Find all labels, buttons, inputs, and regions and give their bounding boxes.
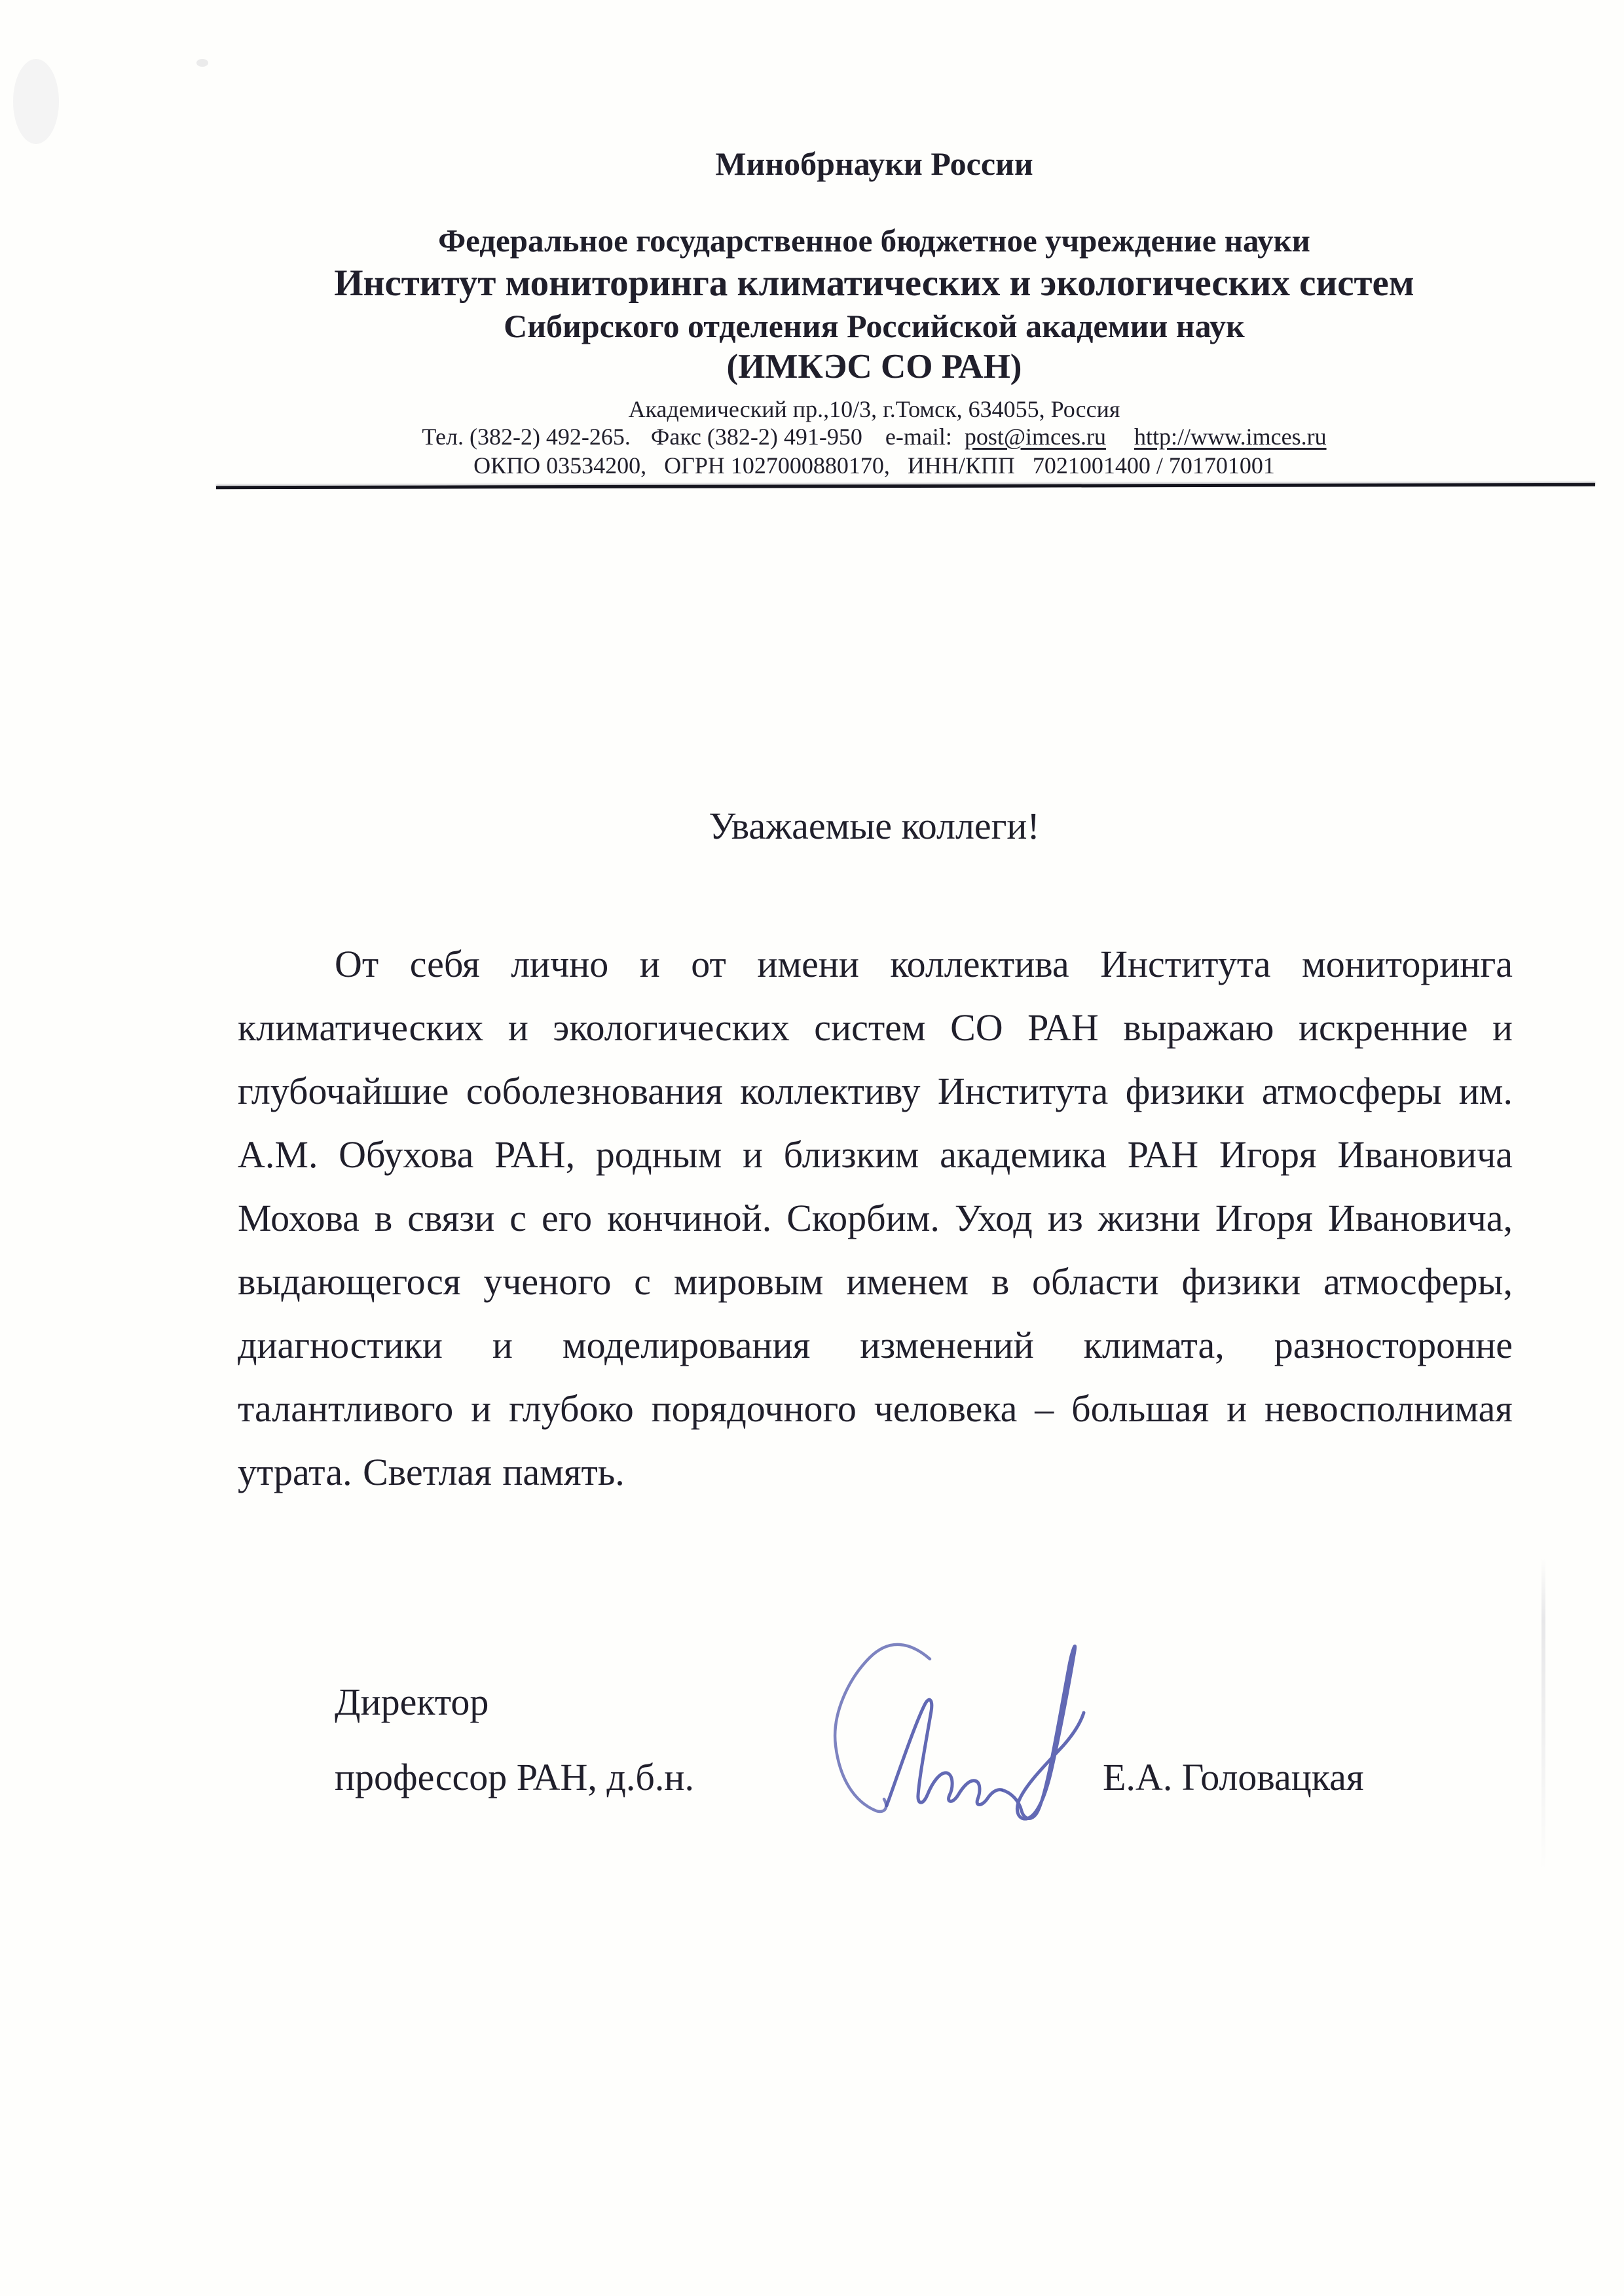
institute-name: Институт мониторинга климатических и экологических систем	[334, 263, 1414, 304]
branch-name: Сибирского отделения Российской академии наук	[504, 308, 1245, 344]
body-line: диагностики и моделирования изменений климата, разносторонне	[238, 1324, 1513, 1366]
body-line: глубочайшие соболезнования коллективу Института физики атмосферы им.	[238, 1070, 1513, 1112]
letter-body	[238, 932, 1513, 1504]
postal-address: Академический пр.,10/3, г.Томск, 634055, Россия	[628, 396, 1120, 422]
org-type-line: Федеральное государственное бюджетное учреждение науки	[438, 223, 1310, 259]
letterhead-divider	[216, 483, 1595, 489]
phone-number: Тел. (382-2) 492-265.	[422, 424, 631, 450]
email-address: post@imces.ru	[964, 424, 1106, 450]
handwritten-signature-icon	[826, 1617, 1088, 1827]
ministry-name: Минобрнауки России	[715, 145, 1033, 182]
scan-smudge	[196, 59, 208, 67]
salutation: Уважаемые коллеги!	[709, 805, 1040, 847]
registration-codes: ОКПО 03534200, ОГРН 1027000880170, ИНН/КПП 7021001400 / 701701001	[473, 452, 1275, 479]
website-url: http://www.imces.ru	[1134, 424, 1327, 450]
contact-line	[238, 424, 1511, 450]
scan-streak	[1541, 1558, 1545, 1872]
scan-smudge	[13, 59, 59, 144]
body-line: талантливого и глубоко порядочного человека – большая и невосполнимая	[238, 1387, 1513, 1430]
email-label: e-mail:	[885, 424, 952, 450]
body-line: От себя лично и от имени коллектива Института мониторинга	[335, 943, 1513, 985]
signer-name: Е.А. Головацкая	[1103, 1756, 1364, 1798]
institute-abbr: (ИМКЭС СО РАН)	[726, 348, 1022, 386]
body-line: климатических и экологических систем СО РАН выражаю искренние и	[238, 1006, 1513, 1049]
signer-position-line1: Директор	[335, 1681, 489, 1723]
signer-position-line2: профессор РАН, д.б.н.	[335, 1756, 694, 1798]
fax-number: Факс (382-2) 491-950	[650, 424, 862, 450]
body-line: выдающегося ученого с мировым именем в области физики атмосферы,	[238, 1260, 1513, 1303]
body-line: утрата. Светлая память.	[238, 1451, 625, 1493]
body-line: А.М. Обухова РАН, родным и близким академика РАН Игоря Ивановича	[238, 1133, 1513, 1176]
body-line: Мохова в связи с его кончиной. Скорбим. Уход из жизни Игоря Ивановича,	[238, 1197, 1513, 1239]
